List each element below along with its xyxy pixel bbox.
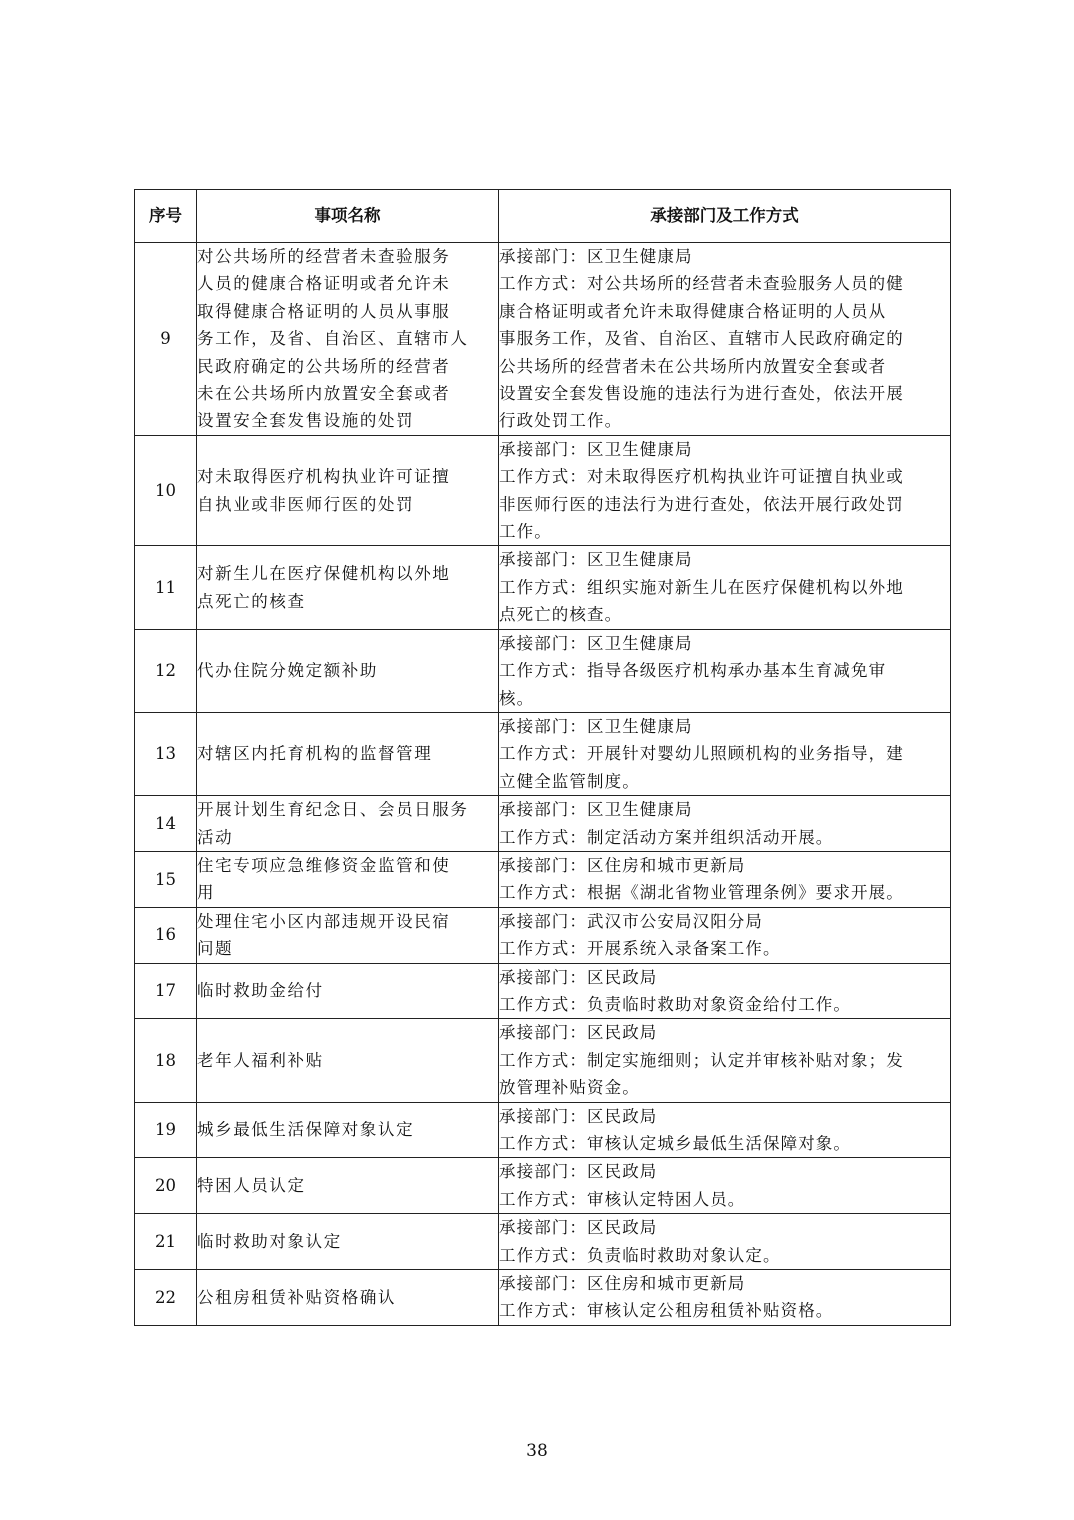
matter-name-line: 人员的健康合格证明或者允许未 [197,274,451,294]
dept-and-method [499,1214,951,1270]
row-number: 15 [135,851,197,907]
row-number: 13 [135,712,197,795]
matter-name-line: 未在公共场所内放置安全套或者 [197,384,451,404]
dept-line: 公共场所的经营者未在公共场所内放置安全套或者 [499,356,887,376]
row-number: 12 [135,629,197,712]
matter-name [197,1102,499,1158]
table-row [135,907,951,963]
dept-line: 工作方式：开展针对婴幼儿照顾机构的业务指导，建 [499,744,904,764]
dept-line: 工作。 [499,522,552,542]
dept-and-method [499,546,951,629]
matter-name-line: 取得健康合格证明的人员从事服 [197,301,451,321]
dept-line: 承接部门：区住房和城市更新局 [499,1274,746,1294]
matter-name-line: 问题 [197,939,234,959]
matter-name-line: 住宅专项应急维修资金监管和使 [197,855,451,875]
matter-name [197,546,499,629]
dept-line: 工作方式：审核认定公租房租赁补贴资格。 [499,1301,834,1321]
dept-line: 非医师行医的违法行为进行查处，依法开展行政处罚 [499,494,904,514]
dept-line: 工作方式：对未取得医疗机构执业许可证擅自执业或 [499,467,904,487]
matter-name-line: 城乡最低生活保障对象认定 [197,1120,415,1140]
matter-name-line: 公租房租赁补贴资格确认 [197,1287,397,1307]
dept-and-method [499,851,951,907]
dept-line: 工作方式：负责临时救助对象认定。 [499,1245,781,1265]
matter-name [197,435,499,546]
table-row [135,1102,951,1158]
dept-line: 工作方式：根据《湖北省物业管理条例》要求开展。 [499,883,904,903]
matter-name [197,712,499,795]
dept-and-method [499,435,951,546]
dept-and-method [499,243,951,436]
table-row [135,629,951,712]
table-row [135,546,951,629]
matter-name [197,907,499,963]
dept-line: 承接部门：区民政局 [499,1162,658,1182]
dept-and-method [499,1019,951,1102]
dept-line: 点死亡的核查。 [499,605,623,625]
table-row [135,796,951,852]
dept-line: 承接部门：区卫生健康局 [499,439,693,459]
table-row [135,1214,951,1270]
matter-name [197,243,499,436]
dept-line: 承接部门：区卫生健康局 [499,716,693,736]
matter-name [197,963,499,1019]
matter-name-line: 老年人福利补贴 [197,1050,324,1070]
page-number: 38 [526,1441,548,1461]
table-header-row [135,190,951,243]
matter-name-line: 特困人员认定 [197,1176,306,1196]
dept-line: 工作方式：组织实施对新生儿在医疗保健机构以外地 [499,577,904,597]
matter-name [197,1270,499,1326]
matter-name-line: 对未取得医疗机构执业许可证擅 [197,467,451,487]
matter-name-line: 处理住宅小区内部违规开设民宿 [197,911,451,931]
dept-line: 工作方式：审核认定特困人员。 [499,1189,746,1209]
matter-name-line: 临时救助金给付 [197,981,324,1001]
dept-line: 承接部门：武汉市公安局汉阳分局 [499,911,763,931]
matter-name-line: 对辖区内托育机构的监督管理 [197,744,433,764]
table-row [135,851,951,907]
dept-line: 承接部门：区卫生健康局 [499,550,693,570]
dept-line: 工作方式：指导各级医疗机构承办基本生育减免审 [499,661,887,681]
dept-line: 工作方式：负责临时救助对象资金给付工作。 [499,994,851,1014]
dept-line: 承接部门：区卫生健康局 [499,633,693,653]
header-dept: 承接部门及工作方式 [499,190,951,243]
row-number: 14 [135,796,197,852]
table-row [135,712,951,795]
dept-line: 设置安全套发售设施的违法行为进行查处，依法开展 [499,384,904,404]
matter-name-line: 活动 [197,827,234,847]
dept-line: 康合格证明或者允许未取得健康合格证明的人员从 [499,301,887,321]
matter-name [197,629,499,712]
row-number: 11 [135,546,197,629]
table-row [135,435,951,546]
matter-name-line: 务工作，及省、自治区、直辖市人 [197,329,469,349]
dept-line: 工作方式：开展系统入录备案工作。 [499,939,781,959]
dept-and-method [499,796,951,852]
dept-and-method [499,1158,951,1214]
matter-name-line: 临时救助对象认定 [197,1231,342,1251]
dept-line: 承接部门：区民政局 [499,967,658,987]
matter-name-line: 点死亡的核查 [197,591,306,611]
table-row [135,1019,951,1102]
dept-and-method [499,629,951,712]
table-row [135,243,951,436]
dept-line: 工作方式：制定活动方案并组织活动开展。 [499,827,834,847]
dept-and-method [499,963,951,1019]
matters-table [134,189,951,1326]
row-number: 9 [135,243,197,436]
dept-line: 工作方式：对公共场所的经营者未查验服务人员的健 [499,274,904,294]
dept-line: 核。 [499,688,535,708]
matter-name-line: 开展计划生育纪念日、会员日服务 [197,800,469,820]
row-number: 17 [135,963,197,1019]
header-name: 事项名称 [197,190,499,243]
matter-name [197,1158,499,1214]
matter-name-line: 对公共场所的经营者未查验服务 [197,247,451,266]
row-number: 22 [135,1270,197,1326]
dept-line: 承接部门：区民政局 [499,1218,658,1238]
dept-line: 放管理补贴资金。 [499,1078,640,1098]
row-number: 21 [135,1214,197,1270]
matter-name [197,1214,499,1270]
dept-and-method [499,1270,951,1326]
dept-line: 承接部门：区民政局 [499,1023,658,1043]
dept-and-method [499,907,951,963]
dept-and-method [499,1102,951,1158]
dept-line: 立健全监管制度。 [499,771,640,791]
matter-name [197,796,499,852]
matter-name-line: 自执业或非医师行医的处罚 [197,494,415,514]
dept-line: 承接部门：区卫生健康局 [499,800,693,820]
dept-line: 承接部门：区住房和城市更新局 [499,855,746,875]
dept-line: 工作方式：审核认定城乡最低生活保障对象。 [499,1134,851,1153]
dept-line: 工作方式：制定实施细则；认定并审核补贴对象；发 [499,1050,904,1070]
matter-name [197,1019,499,1102]
row-number: 18 [135,1019,197,1102]
header-num: 序号 [135,190,197,243]
table-row [135,1158,951,1214]
dept-and-method [499,712,951,795]
matter-name-line: 设置安全套发售设施的处罚 [197,411,415,431]
dept-line: 事服务工作，及省、自治区、直辖市人民政府确定的 [499,329,904,349]
table-row [135,1270,951,1326]
row-number: 10 [135,435,197,546]
dept-line: 承接部门：区卫生健康局 [499,247,693,266]
matter-name-line: 代办住院分娩定额补助 [197,661,378,681]
dept-line: 承接部门：区民政局 [499,1106,658,1126]
dept-line: 行政处罚工作。 [499,411,623,431]
row-number: 20 [135,1158,197,1214]
matter-name-line: 对新生儿在医疗保健机构以外地 [197,564,451,584]
row-number: 19 [135,1102,197,1158]
matter-name-line: 用 [197,883,216,903]
table-row [135,963,951,1019]
matter-name-line: 民政府确定的公共场所的经营者 [197,356,451,376]
row-number: 16 [135,907,197,963]
matter-name [197,851,499,907]
